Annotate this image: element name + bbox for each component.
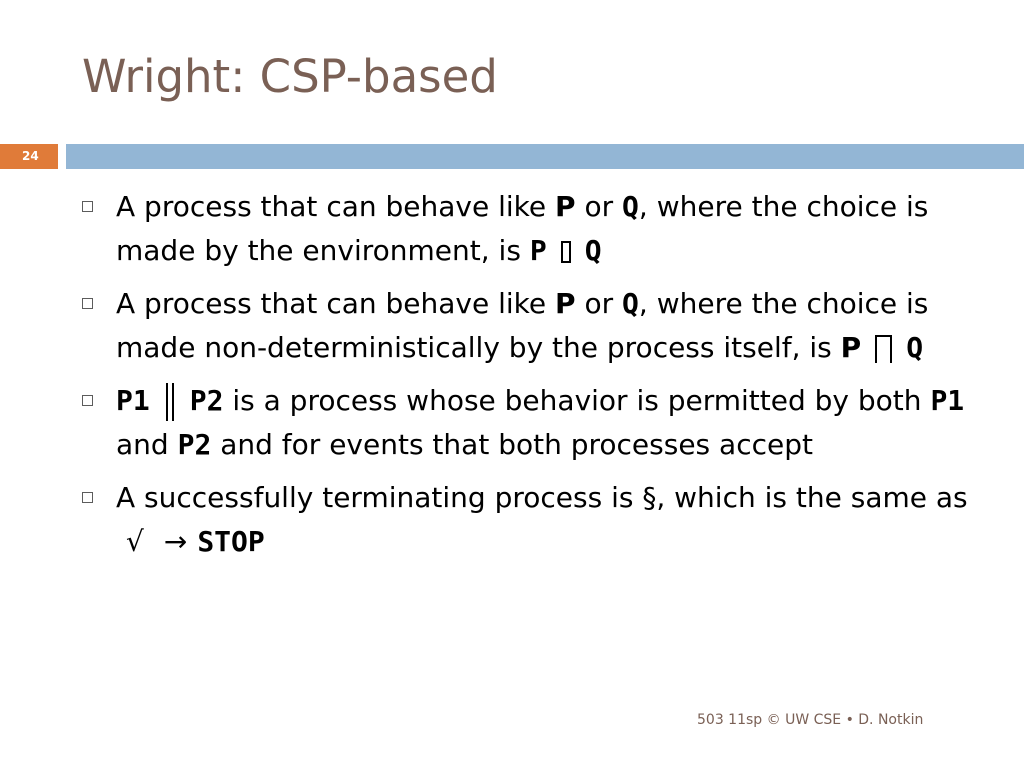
process-p: P	[555, 190, 576, 223]
bullet-text: or	[584, 190, 614, 223]
bullet-list	[82, 185, 982, 573]
bullet-text: , where the choice is made non-deterministically by the process itself, is	[116, 287, 929, 364]
arrow-symbol: →	[163, 525, 188, 558]
process-p2: P2	[189, 384, 224, 417]
square-bullet-icon	[82, 492, 93, 503]
stop-process: STOP	[197, 525, 265, 558]
process-p1: P1	[930, 384, 965, 417]
process-p: P	[555, 287, 576, 320]
bullet-text: and	[116, 428, 169, 461]
title-rule	[66, 144, 1024, 169]
bullet-text: and for events that both processes accept	[220, 428, 813, 461]
bullet-text: A successfully terminating process is §, which is the same as	[116, 481, 968, 514]
expr-p: P	[840, 331, 862, 364]
bullet-terminating	[82, 476, 982, 564]
square-bullet-icon	[82, 201, 93, 212]
square-bullet-icon	[82, 298, 93, 309]
tick-symbol: √	[126, 525, 144, 558]
process-q: Q	[622, 190, 639, 223]
expr-q: Q	[906, 331, 924, 364]
bullet-parallel	[82, 379, 982, 467]
bullet-internal-choice	[82, 282, 982, 370]
bullet-text: A process that can behave like	[116, 190, 547, 223]
internal-choice-operator-icon	[875, 335, 892, 363]
process-q: Q	[622, 287, 639, 320]
expr-q: Q	[584, 234, 602, 267]
square-bullet-icon	[82, 395, 93, 406]
bullet-text: , where the choice is made by the environment, is	[116, 190, 929, 267]
bullet-text: or	[584, 287, 614, 320]
parallel-operator-icon	[166, 383, 174, 421]
process-p2: P2	[177, 428, 212, 461]
slide-number: 24	[0, 144, 58, 169]
external-choice-operator-icon	[561, 241, 571, 263]
process-p1: P1	[116, 384, 150, 417]
bullet-external-choice	[82, 185, 982, 273]
slide-footer: 503 11sp © UW CSE • D. Notkin	[697, 712, 924, 728]
expr-p: P	[529, 234, 547, 267]
bullet-text: A process that can behave like	[116, 287, 547, 320]
slide-title: Wright: CSP-based	[82, 50, 498, 103]
bullet-text: is a process whose behavior is permitted by both	[232, 384, 922, 417]
